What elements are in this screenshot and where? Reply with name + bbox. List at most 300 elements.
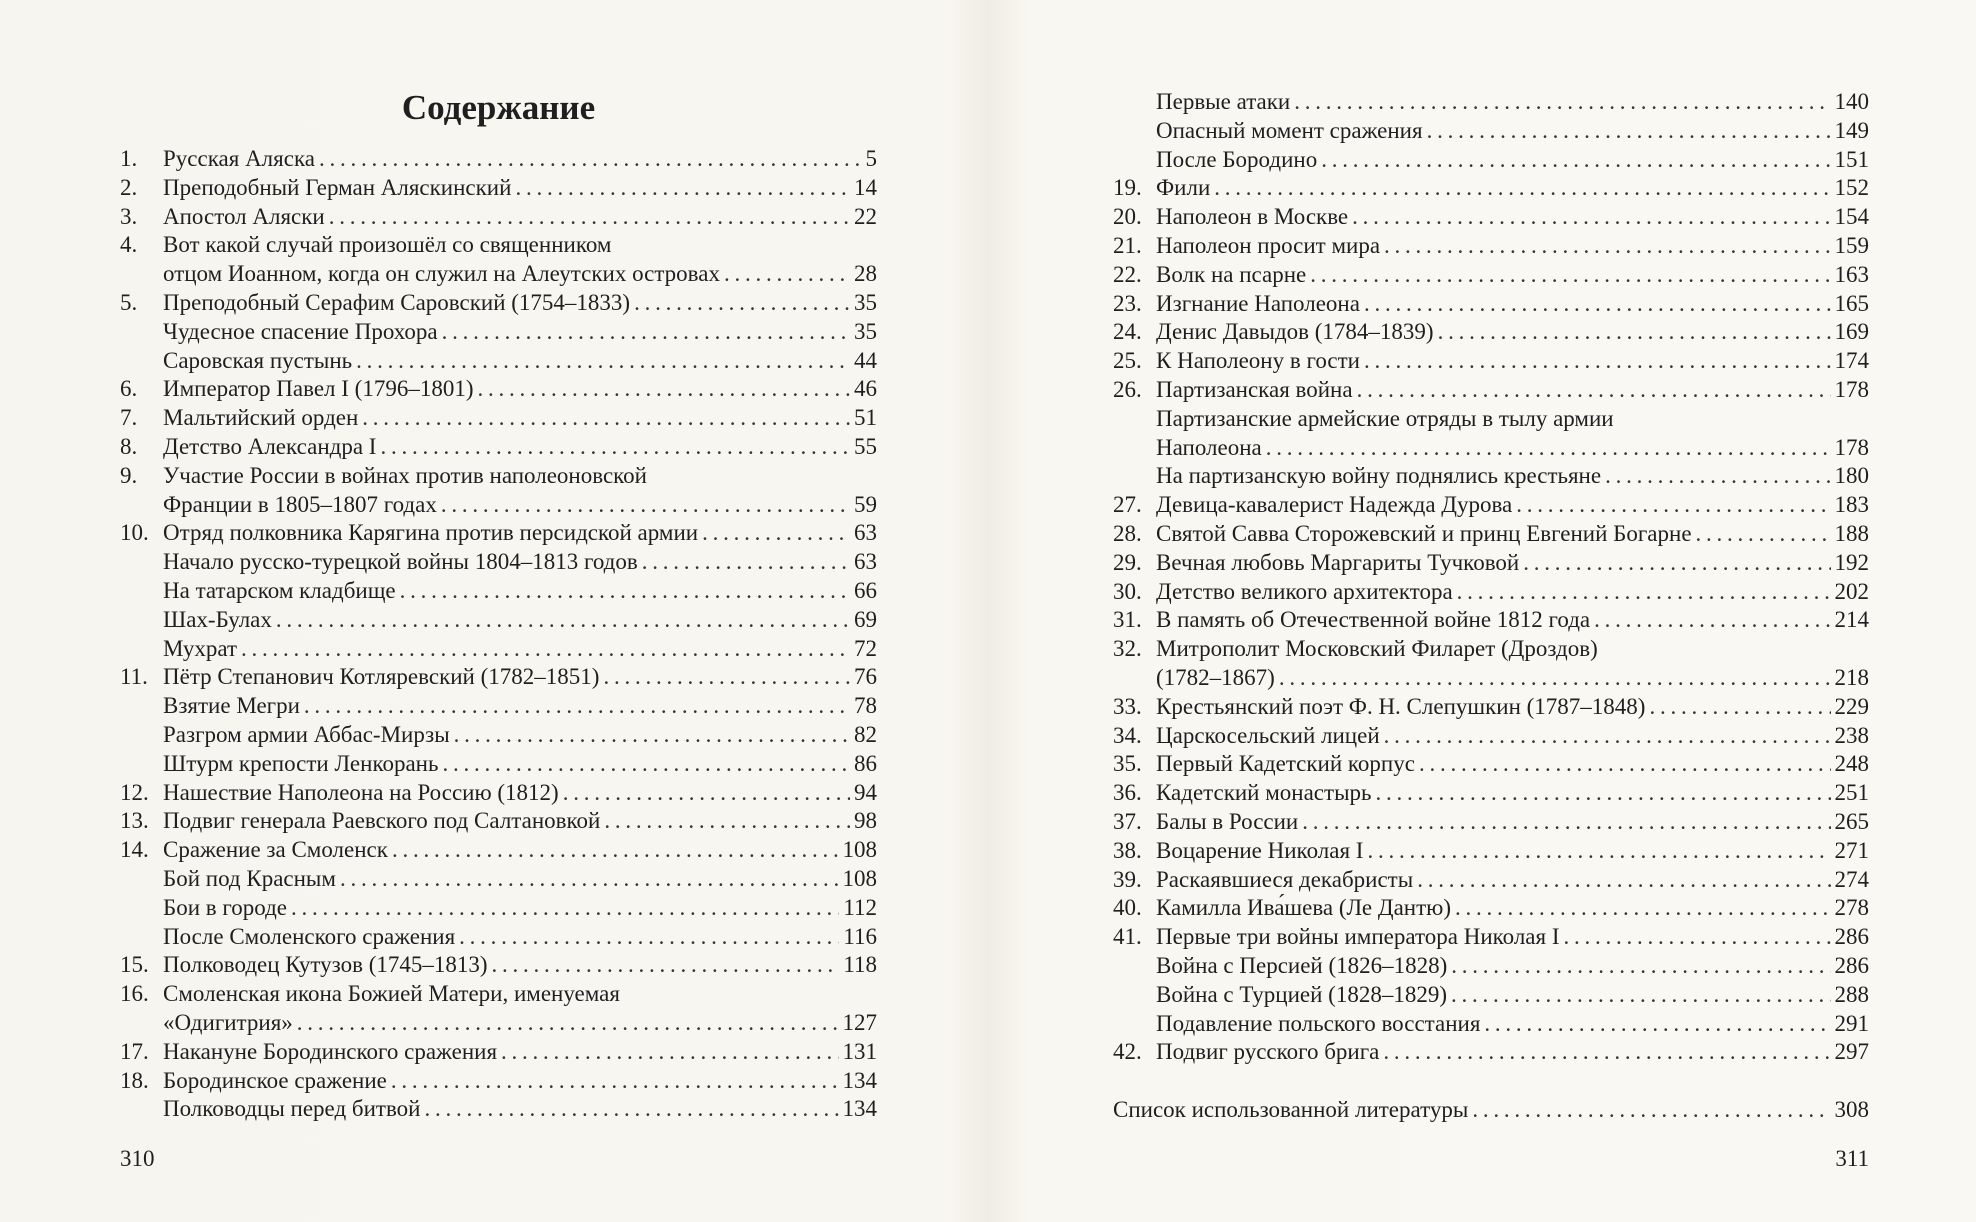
- dot-leader: [329, 203, 850, 232]
- entry-title: К Наполеону в гости: [1156, 348, 1360, 374]
- entry-page: 149: [1834, 117, 1869, 143]
- dot-leader: [1451, 952, 1830, 981]
- entry-number: 7.: [120, 405, 138, 431]
- toc-entry[interactable]: [120, 1095, 877, 1124]
- dot-leader: [442, 318, 850, 347]
- entry-page: 151: [1834, 146, 1869, 172]
- toc-entry[interactable]: [120, 519, 877, 548]
- entry-page: 86: [854, 750, 877, 776]
- entry-number: 19.: [1113, 175, 1142, 201]
- entry-page: 134: [842, 1096, 877, 1122]
- entry-page: 163: [1834, 261, 1869, 287]
- page-title: Содержание: [401, 88, 596, 127]
- toc-entry[interactable]: [1113, 1010, 1869, 1039]
- entry-page: 46: [854, 376, 877, 402]
- dot-leader: [454, 721, 850, 750]
- dot-leader: [702, 519, 850, 548]
- entry-number: 20.: [1113, 204, 1142, 230]
- entry-page: 140: [1834, 89, 1869, 114]
- entry-page: 35: [854, 318, 877, 344]
- toc-entry[interactable]: [1113, 722, 1869, 751]
- dot-leader: [1484, 1010, 1830, 1039]
- dot-leader: [1384, 722, 1831, 751]
- entry-page: 174: [1834, 348, 1869, 374]
- toc-entry[interactable]: [1113, 635, 1869, 664]
- entry-title: Бои в городе: [163, 894, 287, 920]
- dot-leader: [1376, 779, 1831, 808]
- entry-page: 265: [1834, 808, 1869, 834]
- entry-number: 14.: [120, 837, 149, 863]
- entry-page: 108: [842, 837, 877, 863]
- dot-leader: [392, 836, 839, 865]
- entry-title: Камилла Ива́шева (Ле Дантю): [1156, 895, 1451, 921]
- toc-entry[interactable]: [1113, 894, 1869, 923]
- toc-entry[interactable]: [1113, 606, 1869, 635]
- entry-page: 169: [1834, 319, 1869, 345]
- entry-number: 9.: [120, 462, 138, 488]
- dot-leader: [1696, 520, 1831, 549]
- toc-entry[interactable]: [1113, 203, 1869, 232]
- toc-entry[interactable]: [120, 548, 877, 577]
- entry-number: 34.: [1113, 722, 1142, 748]
- dot-leader: [1516, 491, 1830, 520]
- entry-title: Взятие Мегри: [163, 693, 300, 719]
- entry-title: Святой Савва Сторожевский и принц Евгений Богарне: [1156, 520, 1692, 546]
- entry-title: Наполеон в Москве: [1156, 204, 1349, 230]
- dot-leader: [1294, 88, 1830, 117]
- entry-title: Детство великого архитектора: [1156, 578, 1453, 604]
- entry-page: 297: [1834, 1039, 1869, 1065]
- dot-leader: [362, 404, 850, 433]
- entry-number: 16.: [120, 981, 149, 1007]
- entry-title: В память об Отечественной войне 1812 года: [1156, 607, 1591, 633]
- entry-title: Партизанские армейские отряды в тылу армии: [1156, 405, 1614, 431]
- page-number-right: 311: [1835, 1146, 1869, 1171]
- dot-leader: [391, 1067, 839, 1096]
- entry-page: 116: [843, 923, 877, 949]
- dot-leader: [1438, 318, 1831, 347]
- entry-title: Смоленская икона Божией Матери, именуемая: [163, 981, 620, 1007]
- entry-title: «Одигитрия»: [163, 1009, 293, 1035]
- entry-number: 10.: [120, 520, 149, 546]
- entry-number: 39.: [1113, 866, 1142, 892]
- entry-page: 288: [1834, 981, 1869, 1007]
- toc-entry[interactable]: [120, 951, 877, 980]
- entry-title: Денис Давыдов (1784–1839): [1156, 319, 1434, 345]
- entry-number: 27.: [1113, 492, 1142, 518]
- toc-entry[interactable]: [1113, 462, 1869, 491]
- entry-title: После Бородино: [1156, 146, 1318, 172]
- entry-page: 183: [1834, 492, 1869, 518]
- entry-number: 30.: [1113, 578, 1142, 604]
- entry-title: Полководцы перед битвой: [163, 1096, 421, 1122]
- entry-page: 72: [854, 635, 877, 661]
- dot-leader: [515, 174, 850, 203]
- entry-title: Пётр Степанович Котляревский (1782–1851): [163, 664, 600, 690]
- entry-page: 44: [854, 347, 877, 373]
- entry-title: Участие России в войнах против наполеоновской: [163, 462, 647, 488]
- entry-title: Фили: [1156, 175, 1211, 201]
- entry-number: 1.: [120, 146, 138, 171]
- toc-entry[interactable]: [120, 807, 877, 836]
- dot-leader: [1352, 203, 1830, 232]
- dot-leader: [442, 750, 850, 779]
- entry-number: 23.: [1113, 290, 1142, 316]
- entry-number: 3.: [120, 203, 138, 229]
- toc-entry[interactable]: [120, 750, 877, 779]
- entry-number: 24.: [1113, 319, 1142, 345]
- dot-leader: [501, 1038, 838, 1067]
- toc-entry[interactable]: [120, 404, 877, 433]
- entry-title: Подвиг генерала Раевского под Салтановкой: [163, 808, 601, 834]
- dot-leader: [425, 1095, 839, 1124]
- entry-page: 286: [1834, 924, 1869, 950]
- entry-number: 28.: [1113, 520, 1142, 546]
- entry-page: 178: [1834, 376, 1869, 402]
- dot-leader: [1321, 146, 1830, 175]
- entry-title: Саровская пустынь: [163, 347, 353, 373]
- toc-entry[interactable]: [1113, 866, 1869, 895]
- toc-entry[interactable]: [120, 375, 877, 404]
- toc-entry[interactable]: [1113, 261, 1869, 290]
- toc-entry[interactable]: [1113, 981, 1869, 1010]
- entry-title: Сражение за Смоленск: [163, 837, 388, 863]
- toc-entry[interactable]: [120, 347, 877, 376]
- entry-number: 41.: [1113, 924, 1142, 950]
- toc-entry[interactable]: [1113, 290, 1869, 319]
- entry-title: После Смоленского сражения: [163, 923, 456, 949]
- entry-title: Шах-Булах: [163, 606, 272, 632]
- entry-number: 2.: [120, 174, 138, 200]
- dot-leader: [441, 491, 850, 520]
- entry-page: 51: [854, 405, 877, 431]
- toc-entry[interactable]: [1113, 146, 1869, 175]
- dot-leader: [1310, 261, 1830, 290]
- toc-entry[interactable]: [120, 203, 877, 232]
- toc-entry[interactable]: [120, 721, 877, 750]
- entry-number: 35.: [1113, 751, 1142, 777]
- dot-leader: [1357, 376, 1831, 405]
- dot-leader: [1302, 808, 1830, 837]
- toc-entry[interactable]: [1113, 376, 1869, 405]
- dot-leader: [1523, 549, 1830, 578]
- entry-number: 40.: [1113, 895, 1142, 921]
- dot-leader: [1457, 578, 1831, 607]
- entry-page: 55: [854, 433, 877, 459]
- dot-leader: [1364, 290, 1831, 319]
- entry-page: 165: [1834, 290, 1869, 316]
- toc-entry[interactable]: [120, 231, 877, 260]
- entry-page: 154: [1834, 204, 1869, 230]
- entry-title: Партизанская война: [1156, 376, 1353, 402]
- entry-title: Накануне Бородинского сражения: [163, 1038, 498, 1064]
- entry-page: 180: [1834, 463, 1869, 489]
- toc-entry[interactable]: [120, 1038, 877, 1067]
- entry-title: Мальтийский орден: [163, 405, 359, 431]
- entry-title: Бой под Красным: [163, 865, 336, 891]
- entry-page: 238: [1834, 722, 1869, 748]
- entry-title: Девица-кавалерист Надежда Дурова: [1156, 492, 1513, 518]
- entry-page: 188: [1834, 520, 1869, 546]
- dot-leader: [276, 606, 850, 635]
- dot-leader: [1367, 837, 1830, 866]
- dot-leader: [1605, 462, 1830, 491]
- entry-page: 66: [854, 577, 877, 603]
- entry-title: Волк на псарне: [1156, 261, 1307, 287]
- entry-title: Наполеон просит мира: [1156, 232, 1381, 258]
- toc-entry[interactable]: [120, 1067, 877, 1096]
- dot-leader: [1384, 232, 1830, 261]
- entry-page: 202: [1834, 578, 1869, 604]
- spacer: [1113, 1067, 1869, 1096]
- dot-leader: [1383, 1038, 1830, 1067]
- toc-entry[interactable]: [1113, 750, 1869, 779]
- toc-entry[interactable]: [1113, 693, 1869, 722]
- dot-leader: [1451, 981, 1831, 1010]
- entry-page: 278: [1834, 895, 1869, 921]
- dot-leader: [1364, 347, 1831, 376]
- entry-title: Список использованной литературы: [1113, 1096, 1469, 1122]
- dot-leader: [604, 807, 850, 836]
- entry-page: 152: [1834, 175, 1869, 201]
- entry-page: 271: [1834, 837, 1869, 863]
- dot-leader: [291, 894, 839, 923]
- toc-entry[interactable]: [120, 894, 877, 923]
- toc-entry[interactable]: [1113, 88, 1869, 117]
- dot-leader: [1564, 923, 1831, 952]
- entry-page: 178: [1834, 434, 1869, 460]
- entry-title: Царскосельский лицей: [1156, 722, 1380, 748]
- dot-leader: [1472, 1096, 1830, 1125]
- entry-title: Война с Турцией (1828–1829): [1156, 981, 1447, 1007]
- toc-entry[interactable]: [120, 1009, 877, 1038]
- entry-number: 13.: [120, 808, 149, 834]
- entry-page: 131: [842, 1038, 877, 1064]
- dot-leader: [634, 289, 850, 318]
- dot-leader: [603, 663, 850, 692]
- entry-title: Кадетский монастырь: [1156, 780, 1372, 806]
- entry-page: 94: [854, 779, 877, 805]
- entry-title: Чудесное спасение Прохора: [163, 318, 438, 344]
- toc-entry[interactable]: [1113, 1038, 1869, 1067]
- dot-leader: [1427, 117, 1831, 146]
- dot-leader: [400, 577, 850, 606]
- toc-entry[interactable]: [1113, 664, 1869, 693]
- right-page: [988, 0, 1976, 1222]
- entry-title: Вечная любовь Маргариты Тучковой: [1156, 549, 1520, 575]
- entry-number: 37.: [1113, 808, 1142, 834]
- dot-leader: [304, 692, 850, 721]
- toc-entry[interactable]: [120, 635, 877, 664]
- toc-entry[interactable]: [1113, 520, 1869, 549]
- entry-title: Нашествие Наполеона на Россию (1812): [163, 779, 559, 805]
- entry-title: Балы в России: [1156, 808, 1299, 834]
- entry-number: 31.: [1113, 607, 1142, 633]
- entry-page: 274: [1834, 866, 1869, 892]
- entry-number: 22.: [1113, 261, 1142, 287]
- entry-page: 286: [1834, 952, 1869, 978]
- toc-entry[interactable]: [1113, 837, 1869, 866]
- toc-entry[interactable]: [1113, 347, 1869, 376]
- entry-page: 69: [854, 606, 877, 632]
- entry-title: На татарском кладбище: [163, 577, 396, 603]
- entry-page: 308: [1834, 1096, 1869, 1122]
- toc-entry[interactable]: [120, 289, 877, 318]
- entry-title: Мухрат: [163, 635, 238, 661]
- dot-leader: [563, 779, 850, 808]
- toc-entry[interactable]: [1113, 174, 1869, 203]
- entry-page: 192: [1834, 549, 1869, 575]
- entry-number: 29.: [1113, 549, 1142, 575]
- toc-entry[interactable]: [120, 779, 877, 808]
- toc-entry[interactable]: [120, 260, 877, 289]
- entry-number: 33.: [1113, 693, 1142, 719]
- toc-entry[interactable]: [1113, 117, 1869, 146]
- toc-entry-bibliography[interactable]: [1113, 1096, 1869, 1125]
- entry-page: 35: [854, 289, 877, 315]
- entry-number: 21.: [1113, 232, 1142, 258]
- entry-page: 159: [1834, 232, 1869, 258]
- toc-entry[interactable]: [1113, 578, 1869, 607]
- toc-entry[interactable]: [120, 174, 877, 203]
- entry-title: Опасный момент сражения: [1156, 117, 1423, 143]
- entry-page: 63: [854, 520, 877, 546]
- toc-entry[interactable]: [120, 318, 877, 347]
- entry-page: 229: [1834, 693, 1869, 719]
- entry-title: Детство Александра I: [163, 433, 377, 459]
- toc-list-right: [1113, 88, 1869, 1125]
- entry-page: 14: [854, 174, 877, 200]
- toc-entry[interactable]: [120, 865, 877, 894]
- toc-entry[interactable]: [120, 462, 877, 491]
- toc-entry[interactable]: [120, 145, 877, 174]
- dot-leader: [340, 865, 839, 894]
- toc-entry[interactable]: [1113, 923, 1869, 952]
- dot-leader: [724, 260, 850, 289]
- entry-page: 112: [843, 894, 877, 920]
- dot-leader: [380, 433, 850, 462]
- entry-title: Вот какой случай произошёл со священником: [163, 232, 612, 258]
- entry-number: 17.: [120, 1038, 149, 1064]
- dot-leader: [1266, 434, 1831, 463]
- entry-title: Император Павел I (1796–1801): [163, 376, 474, 402]
- entry-title: Бородинское сражение: [163, 1067, 387, 1093]
- entry-page: 82: [854, 721, 877, 747]
- entry-title: Преподобный Герман Аляскинский: [163, 174, 512, 200]
- entry-page: 251: [1834, 780, 1869, 806]
- entry-title: Первые три войны императора Николая I: [1156, 924, 1560, 950]
- entry-page: 5: [865, 146, 877, 171]
- dot-leader: [478, 375, 851, 404]
- entry-number: 38.: [1113, 837, 1142, 863]
- entry-title: Крестьянский поэт Ф. Н. Слепушкин (1787–1848): [1156, 693, 1646, 719]
- entry-number: 5.: [120, 289, 138, 315]
- page-number-left: 310: [120, 1146, 155, 1171]
- toc-entry[interactable]: [1113, 779, 1869, 808]
- entry-title: Русская Аляска: [163, 146, 315, 171]
- entry-title: отцом Иоанном, когда он служил на Алеутских островах: [163, 261, 720, 287]
- entry-title: Разгром армии Аббас-Мирзы: [163, 721, 450, 747]
- entry-title: Полководец Кутузов (1745–1813): [163, 952, 488, 978]
- toc-entry[interactable]: [120, 692, 877, 721]
- toc-entry[interactable]: [120, 923, 877, 952]
- entry-page: 248: [1834, 751, 1869, 777]
- entry-number: 15.: [120, 952, 149, 978]
- entry-number: 18.: [120, 1067, 149, 1093]
- entry-number: 6.: [120, 376, 138, 402]
- entry-title: Митрополит Московский Филарет (Дроздов): [1156, 636, 1598, 662]
- entry-title: На партизанскую войну поднялись крестьяне: [1156, 463, 1602, 489]
- toc-entry[interactable]: [120, 606, 877, 635]
- toc-list-left: [120, 145, 877, 1124]
- dot-leader: [1419, 750, 1831, 779]
- entry-title: Апостол Аляски: [163, 203, 325, 229]
- dot-leader: [1417, 866, 1830, 895]
- entry-page: 78: [854, 693, 877, 719]
- toc-entry[interactable]: [120, 663, 877, 692]
- entry-page: 28: [854, 261, 877, 287]
- entry-title: Начало русско-турецкой войны 1804–1813 годов: [163, 549, 638, 575]
- entry-page: 134: [842, 1067, 877, 1093]
- entry-page: 76: [854, 664, 877, 690]
- entry-page: 98: [854, 808, 877, 834]
- entry-number: 32.: [1113, 636, 1142, 662]
- toc-entry[interactable]: [1113, 405, 1869, 434]
- entry-number: 25.: [1113, 348, 1142, 374]
- entry-page: 291: [1834, 1010, 1869, 1036]
- toc-entry[interactable]: [120, 577, 877, 606]
- toc-entry[interactable]: [1113, 232, 1869, 261]
- entry-page: 127: [842, 1009, 877, 1035]
- entry-title: Раскаявшиеся декабристы: [1156, 866, 1414, 892]
- dot-leader: [356, 347, 850, 376]
- toc-entry[interactable]: [120, 433, 877, 462]
- entry-title: Преподобный Серафим Саровский (1754–1833): [163, 289, 631, 315]
- toc-entry[interactable]: [1113, 434, 1869, 463]
- entry-title: Изгнание Наполеона: [1156, 290, 1360, 316]
- entry-page: 63: [854, 549, 877, 575]
- toc-entry[interactable]: [120, 491, 877, 520]
- entry-title: Война с Персией (1826–1828): [1156, 952, 1448, 978]
- toc-entry[interactable]: [1113, 491, 1869, 520]
- entry-number: 26.: [1113, 376, 1142, 402]
- dot-leader: [319, 145, 862, 174]
- dot-leader: [241, 635, 850, 664]
- toc-entry[interactable]: [1113, 952, 1869, 981]
- entry-number: 4.: [120, 232, 138, 258]
- toc-entry[interactable]: [120, 836, 877, 865]
- entry-page: 118: [843, 952, 877, 978]
- entry-page: 214: [1834, 607, 1869, 633]
- dot-leader: [642, 548, 850, 577]
- entry-number: 11.: [120, 664, 148, 690]
- toc-entry[interactable]: [1113, 808, 1869, 837]
- entry-page: 108: [842, 865, 877, 891]
- toc-entry[interactable]: [120, 980, 877, 1009]
- dot-leader: [1279, 664, 1831, 693]
- entry-title: Наполеона: [1156, 434, 1262, 460]
- entry-title: Первые атаки: [1156, 89, 1291, 114]
- entry-page: 218: [1834, 664, 1869, 690]
- dot-leader: [1455, 894, 1831, 923]
- entry-title: (1782–1867): [1156, 664, 1275, 690]
- entry-title: Франции в 1805–1807 годах: [163, 491, 437, 517]
- toc-entry[interactable]: [1113, 318, 1869, 347]
- toc-entry[interactable]: [1113, 549, 1869, 578]
- entry-page: 59: [854, 491, 877, 517]
- entry-number: 42.: [1113, 1039, 1142, 1065]
- entry-title: Подавление польского восстания: [1156, 1010, 1481, 1036]
